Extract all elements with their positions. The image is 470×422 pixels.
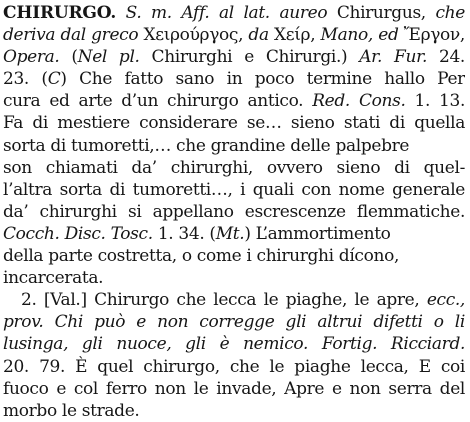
entry-line (3, 46, 465, 68)
dictionary-entry (3, 2, 465, 422)
entry-text-run: della parte costretta, o come i chirurghi dícono, (3, 246, 400, 267)
entry-line (3, 135, 465, 157)
entry-text-run: Ἔργον, (403, 25, 465, 46)
entry-text-run: fuoco e col ferro non le invade, Apre e non serra del (3, 378, 465, 399)
entry-line (3, 356, 465, 378)
entry-text-run: da (243, 25, 275, 46)
entry-line (3, 267, 465, 289)
entry-text-run: l’altra sorta di tumoretti…, i quali con nome generale (3, 179, 465, 200)
entry-text-run: incarcerata. (3, 268, 104, 289)
entry-lemma: CHIRURGO. (3, 3, 117, 23)
entry-text-run: morbo le strade. (3, 400, 140, 421)
entry-text-run: son chiamati da’ chirurghi, ovvero sieno di quel- (3, 157, 465, 178)
entry-text-run: ( (59, 47, 78, 68)
entry-line (3, 68, 465, 90)
entry-line (3, 289, 465, 311)
entry-text-run: 1. 13. (405, 91, 465, 112)
entry-text-run: 1. 34. ( (152, 223, 216, 244)
entry-line (3, 311, 465, 333)
entry-text-run: Mt. (215, 223, 245, 244)
entry-line (3, 223, 465, 245)
entry-text-run: 2. [Val.] Chirurgo che lecca le piaghe, le apre, (21, 290, 427, 311)
entry-text-run: ) L’ammortimento (244, 223, 391, 244)
entry-text-run: prov. Chi può e non corregge gli altrui difetti o li (3, 312, 465, 333)
entry-line (3, 90, 465, 112)
entry-text-run: 23. ( (3, 69, 48, 90)
entry-line (3, 179, 465, 201)
entry-text-run: Cocch. Disc. Tosc. (3, 223, 153, 244)
entry-text-run: Red. Cons. (312, 91, 406, 112)
entry-line (3, 333, 465, 355)
entry-text-run: Nel pl. (77, 47, 140, 68)
entry-text-run: deriva dal greco (3, 25, 144, 46)
entry-text-run: Fa di mestiere considerare se… sieno stati di quella (3, 113, 465, 134)
entry-text-run: lusinga, gli nuoce, gli è nemico. Fortig. Ricciard. (3, 334, 465, 355)
entry-line (3, 24, 465, 46)
entry-text-run: sorta di tumoretti,… che grandine delle palpebre (3, 135, 410, 156)
entry-text-run: Opera. (3, 47, 60, 68)
entry-line (3, 157, 465, 179)
entry-line (3, 400, 465, 422)
entry-text-run: Χείρ, (274, 25, 316, 46)
entry-text-run: che (425, 3, 465, 23)
entry-text-run: cura ed arte d’un chirurgo antico. (3, 91, 313, 112)
entry-text-run: ecc., (426, 290, 465, 311)
entry-text-run: Mano, (315, 25, 373, 46)
entry-text-run: 20. 79. È quel chirurgo, che le piaghe lecca, E coi (3, 356, 465, 377)
entry-text-run: Χειρούργος, (143, 25, 244, 46)
entry-text-run: Chirurgus, (336, 3, 426, 23)
entry-line (3, 201, 465, 223)
entry-line (3, 112, 465, 134)
entry-line (3, 245, 465, 267)
entry-text-run: C (47, 69, 61, 90)
entry-text-run: da’ chirurghi si appellano escrescenze flemmatiche. (3, 201, 465, 222)
entry-text-run: 24. (427, 47, 465, 68)
entry-text-run: ) Che fatto sano in poco termine hallo Per (60, 69, 465, 90)
entry-line (3, 378, 465, 400)
entry-text-run: Chirurghi e Chirurgi.) (139, 47, 360, 68)
entry-text-run: S. m. Aff. al lat. aureo (116, 3, 337, 23)
entry-text-run: Ar. Fur. (359, 47, 428, 68)
entry-line (3, 2, 465, 24)
entry-text-run: ed (372, 25, 404, 46)
